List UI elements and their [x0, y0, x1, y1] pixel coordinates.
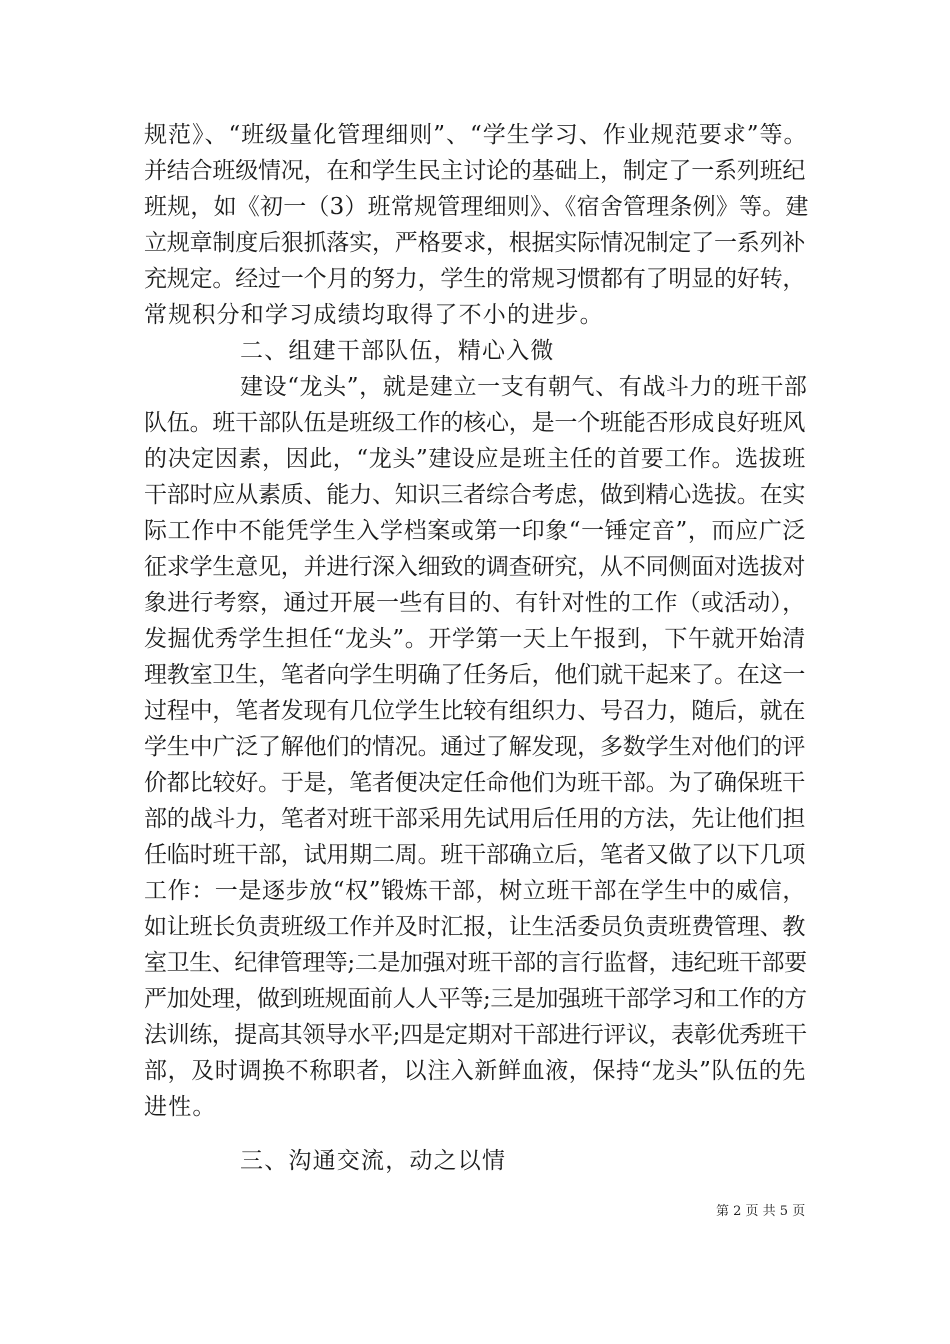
- body-text-line: 充规定。经过一个月的努力，学生的常规习惯都有了明显的好转，: [144, 266, 806, 292]
- body-text-line: 象进行考察，通过开展一些有目的、有针对性的工作（或活动），: [144, 590, 806, 616]
- body-text-line: 干部时应从素质、能力、知识三者综合考虑，做到精心选拔。在实: [144, 482, 806, 508]
- body-text-line: 法训练，提高其领导水平;四是定期对干部进行评议，表彰优秀班干: [144, 1022, 807, 1048]
- body-text-line: 征求学生意见，并进行深入细致的调查研究，从不同侧面对选拔对: [144, 554, 806, 580]
- body-text-line: 价都比较好。于是，笔者便决定任命他们为班干部。为了确保班干: [144, 770, 806, 796]
- body-text-line: 任临时班干部，试用期二周。班干部确立后，笔者又做了以下几项: [144, 842, 806, 868]
- body-text-line: 并结合班级情况，在和学生民主讨论的基础上，制定了一系列班纪: [144, 158, 806, 184]
- body-text-line: 严加处理，做到班规面前人人平等;三是加强班干部学习和工作的方: [144, 986, 807, 1012]
- body-text-line: 工作：一是逐步放“权”锻炼干部，树立班干部在学生中的威信，: [144, 878, 806, 904]
- paragraph-first-line: 建设“龙头”，就是建立一支有朝气、有战斗力的班干部: [240, 374, 808, 400]
- body-text-line: 进性。: [144, 1094, 217, 1120]
- body-text-line: 如让班长负责班级工作并及时汇报，让生活委员负责班费管理、教: [144, 914, 806, 940]
- body-text-line: 班规，如《初一（3）班常规管理细则》、《宿舍管理条例》等。建: [144, 194, 809, 220]
- body-text-line: 理教室卫生，笔者向学生明确了任务后，他们就干起来了。在这一: [144, 662, 806, 688]
- body-text-line: 常规积分和学习成绩均取得了不小的进步。: [144, 302, 604, 328]
- section-heading: 三、沟通交流，动之以情: [240, 1148, 507, 1174]
- body-text-line: 室卫生、纪律管理等;二是加强对班干部的言行监督，违纪班干部要: [144, 950, 807, 976]
- body-text-line: 部，及时调换不称职者，以注入新鲜血液，保持“龙头”队伍的先: [144, 1058, 806, 1084]
- body-text-line: 过程中，笔者发现有几位学生比较有组织力、号召力，随后，就在: [144, 698, 806, 724]
- body-text-line: 规范》、“班级量化管理细则”、“学生学习、作业规范要求”等。: [144, 122, 808, 148]
- section-heading: 二、组建干部队伍，精心入微: [240, 338, 555, 364]
- page-number-footer: 第 2 页 共 5 页: [716, 1204, 806, 1219]
- body-text-line: 部的战斗力，笔者对班干部采用先试用后任用的方法，先让他们担: [144, 806, 806, 832]
- body-text-line: 际工作中不能凭学生入学档案或第一印象“一锤定音”，而应广泛: [144, 518, 806, 544]
- body-text-line: 立规章制度后狠抓落实，严格要求，根据实际情况制定了一系列补: [144, 230, 806, 256]
- body-text-line: 学生中广泛了解他们的情况。通过了解发现，多数学生对他们的评: [144, 734, 806, 760]
- body-text-line: 发掘优秀学生担任“龙头”。开学第一天上午报到，下午就开始清: [144, 626, 806, 652]
- body-text-line: 队伍。班干部队伍是班级工作的核心，是一个班能否形成良好班风: [144, 410, 806, 436]
- body-text-line: 的决定因素，因此，“龙头”建设应是班主任的首要工作。选拔班: [144, 446, 806, 472]
